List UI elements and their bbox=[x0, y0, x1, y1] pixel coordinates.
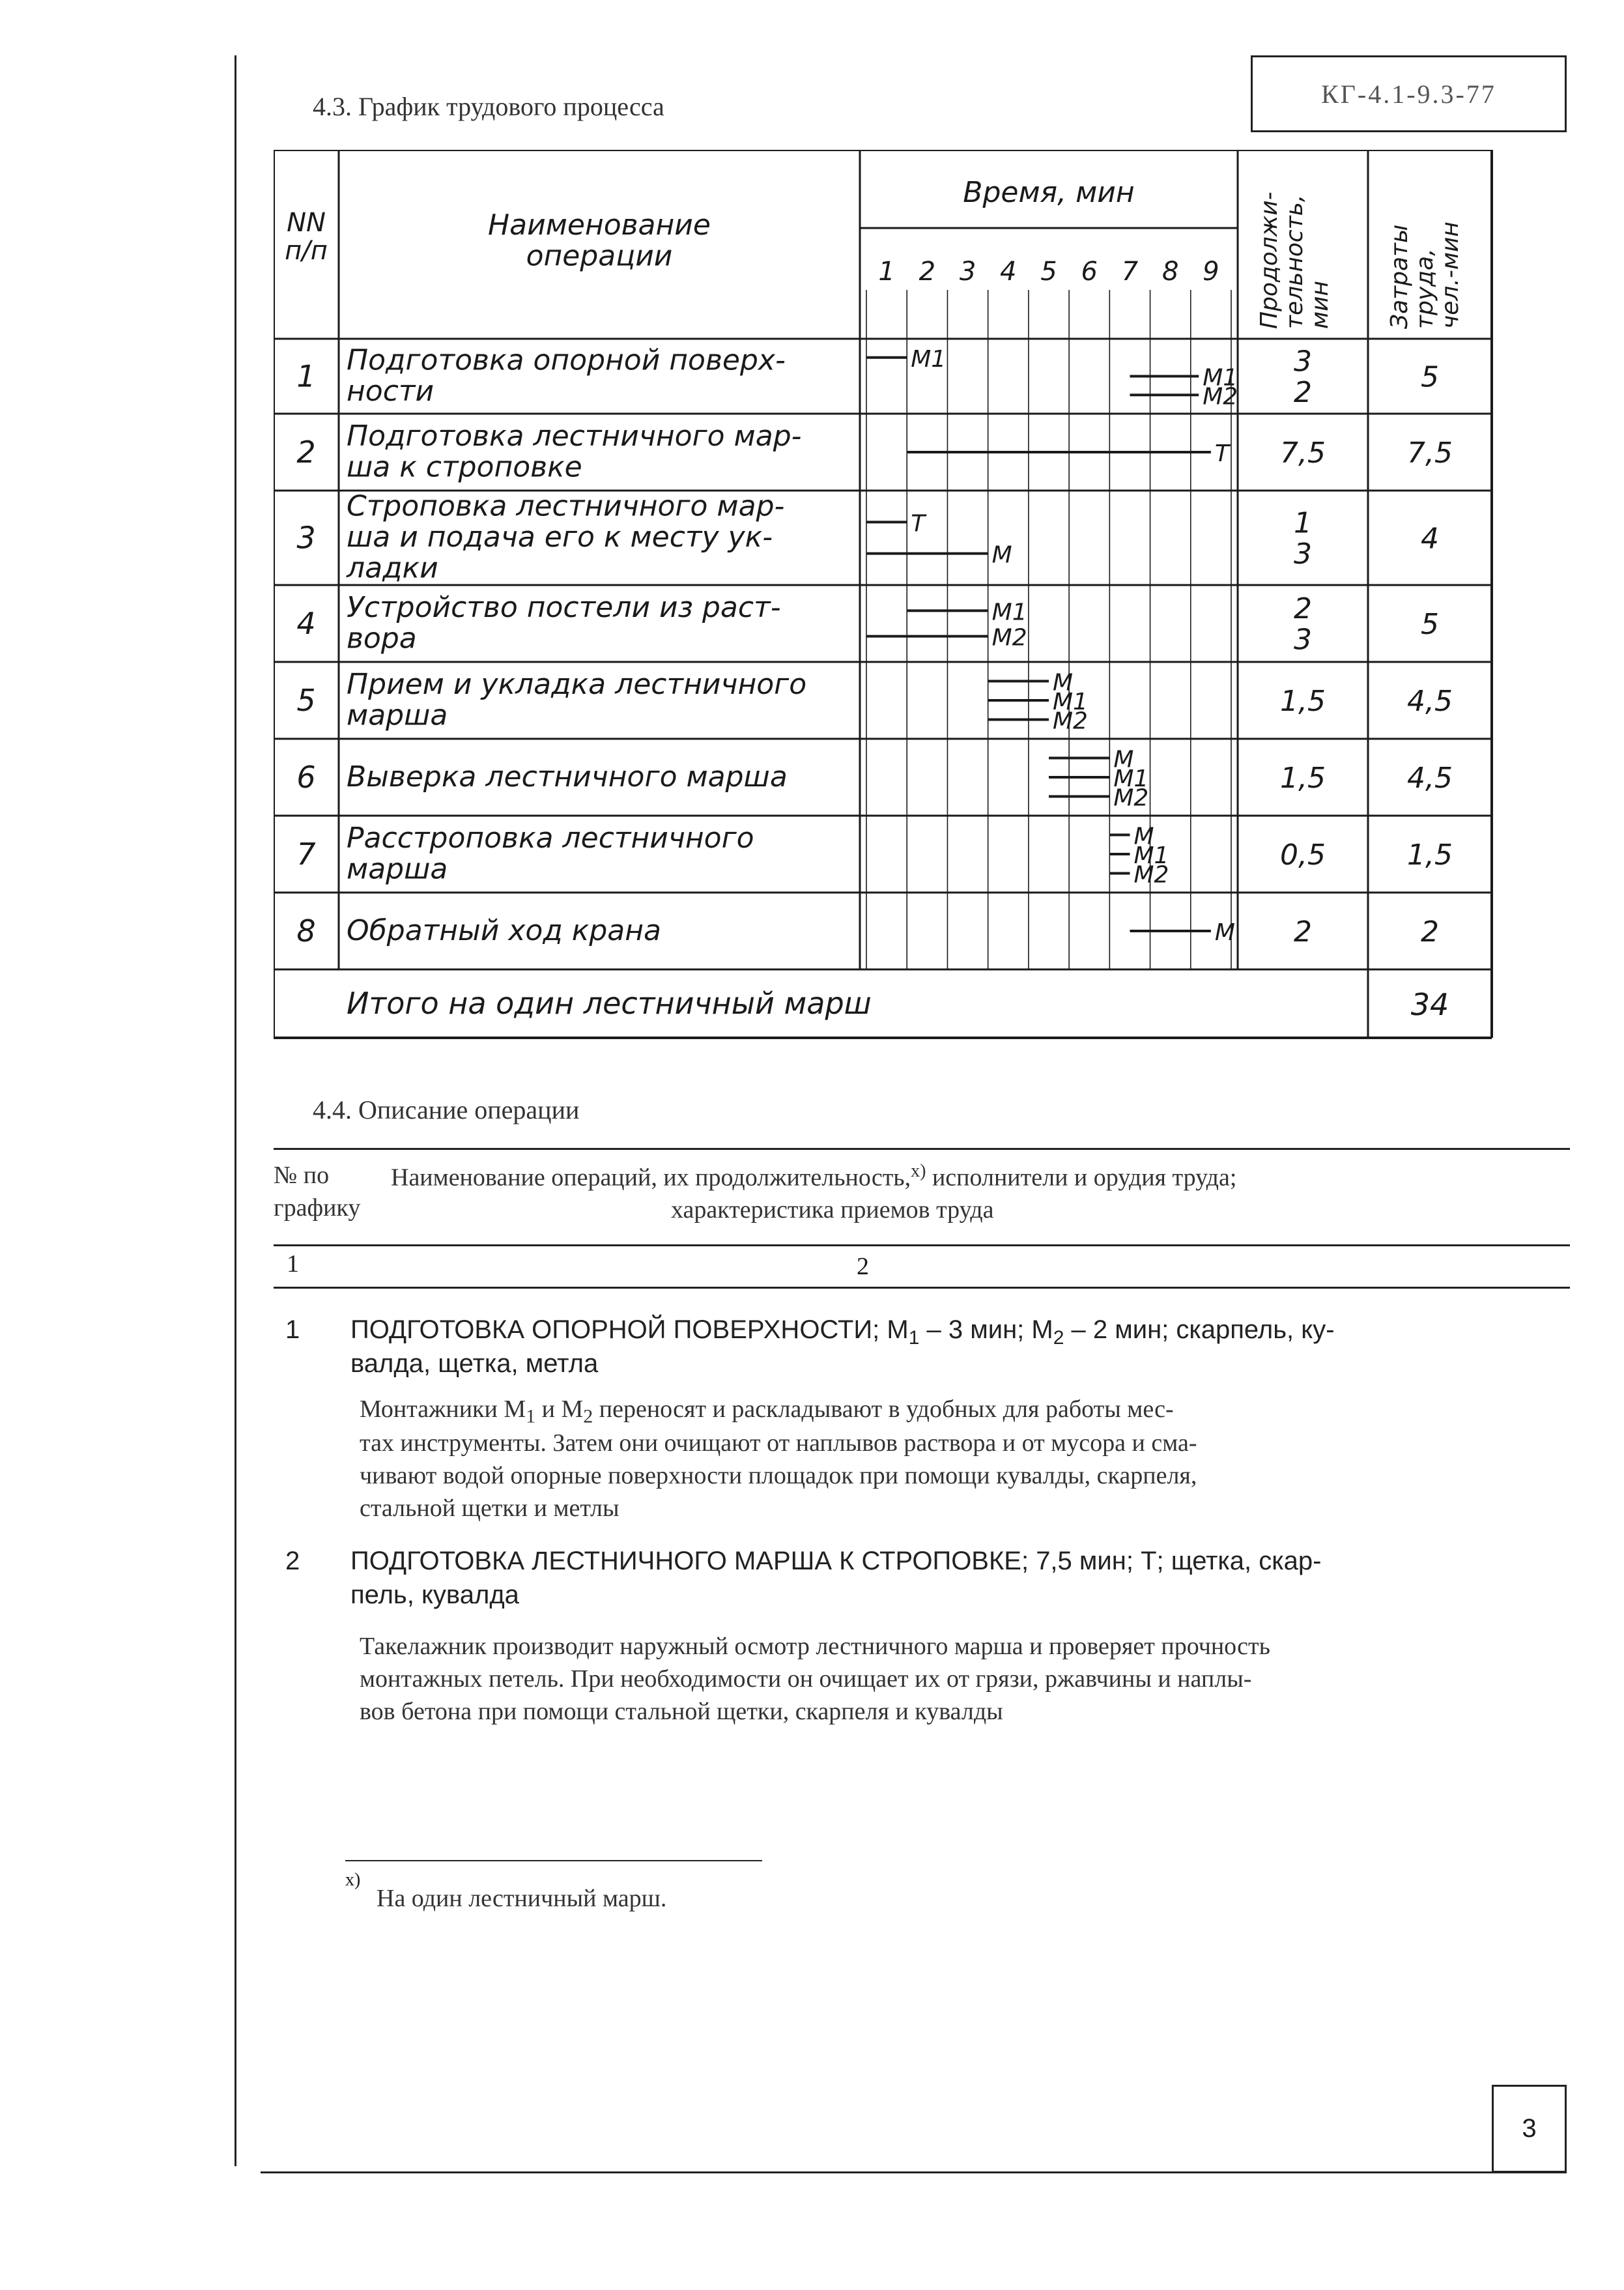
gantt-bar-label: М bbox=[1113, 746, 1134, 773]
time-tick-label: 7 bbox=[1121, 257, 1139, 287]
op2-number: 2 bbox=[285, 1547, 300, 1575]
footnote-text: На один лестничный марш. bbox=[377, 1885, 667, 1912]
op1-title-line2: валда, щетка, метла bbox=[350, 1349, 599, 1378]
row-labor: 4,5 bbox=[1407, 762, 1453, 795]
rule-top bbox=[274, 1148, 1570, 1150]
row-duration: 1,5 bbox=[1280, 762, 1326, 795]
gantt-bar-label: М2 bbox=[1203, 383, 1238, 410]
gantt-bar-label: М1 bbox=[911, 345, 947, 373]
op1-title-b: – 3 мин; М bbox=[919, 1315, 1053, 1344]
op2-title: ПОДГОТОВКА ЛЕСТНИЧНОГО МАРША К СТРОПОВКЕ; 7,5 мин; Т; щетка, скар- bbox=[350, 1547, 1322, 1575]
col2-header-a: Наименование операций, их продолжительность, bbox=[391, 1164, 911, 1192]
row-duration: 2 3 bbox=[1294, 592, 1312, 657]
row-number: 4 bbox=[296, 606, 316, 641]
row-labor: 5 bbox=[1421, 360, 1439, 394]
op1-body-sub2: 2 bbox=[583, 1405, 593, 1427]
row-operation-name: Устройство постели из раст-вора bbox=[347, 591, 781, 655]
row-number: 1 bbox=[296, 358, 316, 394]
time-tick-label: 2 bbox=[919, 257, 936, 287]
page-frame-left bbox=[235, 55, 236, 2166]
row-labor: 5 bbox=[1421, 608, 1439, 641]
row-number: 3 bbox=[296, 520, 316, 556]
col2-header-b: исполнители и орудия труда; bbox=[932, 1164, 1237, 1192]
col2-header-c: характеристика приемов труда bbox=[671, 1196, 994, 1224]
gantt-bar-label: М bbox=[991, 541, 1012, 569]
total-value: 34 bbox=[1410, 987, 1449, 1022]
row-number: 6 bbox=[296, 760, 316, 795]
header-duration: Продолжи-тельность,мин bbox=[1256, 192, 1333, 329]
row-number: 7 bbox=[296, 837, 316, 872]
page-frame-bottom bbox=[261, 2171, 1567, 2173]
gantt-bar-label: М2 bbox=[991, 624, 1027, 651]
document-code: КГ-4.1-9.3-77 bbox=[1251, 55, 1567, 132]
row-operation-name: Строповка лестничного мар-ша и подача его к месту ук-ладки bbox=[347, 489, 785, 585]
op1-body-line2: тах инструменты. Затем они очищают от наплывов раствора и от мусора и сма- bbox=[360, 1429, 1197, 1457]
row-duration: 3 2 bbox=[1294, 345, 1312, 410]
time-tick-label: 3 bbox=[959, 257, 976, 287]
col1-header-b: графику bbox=[274, 1194, 361, 1222]
header-time: Время, мин bbox=[963, 176, 1135, 209]
gantt-bar-label: М bbox=[1133, 823, 1154, 850]
op1-title-sub2: 2 bbox=[1053, 1327, 1064, 1349]
time-tick-label: 8 bbox=[1161, 257, 1179, 287]
time-tick-label: 1 bbox=[878, 257, 895, 287]
footnote-mark: х) bbox=[345, 1870, 361, 1890]
labor-process-table bbox=[274, 150, 1498, 1049]
row-number: 2 bbox=[296, 435, 316, 470]
time-tick-label: 5 bbox=[1040, 257, 1057, 287]
op1-title-c: – 2 мин; скарпель, ку- bbox=[1064, 1315, 1335, 1344]
row-operation-name: Обратный ход крана bbox=[347, 914, 661, 947]
time-tick-label: 4 bbox=[1000, 257, 1017, 287]
row-duration: 0,5 bbox=[1280, 838, 1326, 872]
footnote-rule bbox=[345, 1860, 762, 1861]
row-duration: 1 3 bbox=[1294, 506, 1312, 571]
row-operation-name: Прием и укладка лестничного марша bbox=[347, 668, 807, 732]
col2-header-footnote-mark: х) bbox=[911, 1161, 926, 1181]
op1-title-a: ПОДГОТОВКА ОПОРНОЙ ПОВЕРХНОСТИ; М bbox=[350, 1315, 909, 1344]
col-number-2: 2 bbox=[857, 1253, 869, 1280]
page-number: 3 bbox=[1492, 2085, 1567, 2173]
gantt-bar-label: М2 bbox=[1113, 784, 1149, 812]
gantt-bar-label: М1 bbox=[1203, 364, 1238, 392]
row-labor: 1,5 bbox=[1407, 838, 1453, 872]
col2-header-line1 bbox=[391, 1161, 1236, 1192]
section-44-title: 4.4. Описание операции bbox=[313, 1095, 580, 1124]
op2-body-line2: монтажных петель. При необходимости он очищает их от грязи, ржавчины и наплы- bbox=[360, 1665, 1252, 1693]
gantt-bar-label: М2 bbox=[1053, 708, 1088, 735]
op1-title-sub1: 1 bbox=[908, 1327, 920, 1349]
gantt-bar-label: М bbox=[1214, 919, 1235, 946]
row-number: 8 bbox=[296, 913, 316, 949]
gantt-bar-label: Т bbox=[911, 510, 926, 537]
row-labor: 4,5 bbox=[1407, 685, 1453, 718]
op1-number: 1 bbox=[285, 1315, 300, 1344]
header-name: Наименование операции bbox=[488, 208, 711, 273]
op1-body-line4: стальной щетки и метлы bbox=[360, 1495, 620, 1522]
row-labor: 2 bbox=[1421, 915, 1439, 949]
row-duration: 7,5 bbox=[1280, 437, 1326, 470]
col1-header-a: № по bbox=[274, 1162, 330, 1189]
gantt-bar-label: М1 bbox=[1113, 766, 1149, 792]
gantt-bar-label: М1 bbox=[1133, 842, 1169, 869]
total-label: Итого на один лестничный марш bbox=[347, 986, 872, 1021]
gantt-bar-label: М1 bbox=[1053, 689, 1088, 715]
rule-numbers-bottom bbox=[274, 1287, 1570, 1289]
section-43-title: 4.3. График трудового процесса bbox=[313, 92, 664, 121]
op2-title-line2: пель, кувалда bbox=[350, 1581, 519, 1609]
op1-body-a: Монтажники М bbox=[360, 1395, 526, 1423]
row-number: 5 bbox=[296, 683, 316, 718]
header-labor: Затратытруда,чел.-мин bbox=[1386, 222, 1464, 329]
row-duration: 2 bbox=[1294, 915, 1312, 949]
row-operation-name: Расстроповка лестничного марша bbox=[347, 822, 754, 886]
op2-body-line3: вов бетона при помощи стальной щетки, скарпеля и кувалды bbox=[360, 1698, 1003, 1725]
row-labor: 7,5 bbox=[1407, 437, 1453, 470]
op1-body-c: переносят и раскладывают в удобных для работы мес- bbox=[593, 1395, 1174, 1423]
gantt-bar-label: М2 bbox=[1133, 861, 1169, 889]
op1-body-sub1: 1 bbox=[526, 1405, 536, 1427]
row-operation-name: Подготовка лестничного мар-ша к строповке bbox=[347, 420, 802, 484]
gantt-bar-label: М1 bbox=[991, 599, 1027, 626]
row-duration: 1,5 bbox=[1280, 685, 1326, 718]
op1-body-b: и М bbox=[535, 1395, 584, 1423]
gantt-bar-label: Т bbox=[1214, 440, 1229, 467]
row-operation-name: Выверка лестничного марша bbox=[347, 760, 788, 794]
col-number-1: 1 bbox=[287, 1250, 299, 1278]
op2-body-line1: Такелажник производит наружный осмотр лестничного марша и проверяет прочность bbox=[360, 1633, 1270, 1660]
op1-body-line3: чивают водой опорные поверхности площадок при помощи кувалды, скарпеля, bbox=[360, 1462, 1197, 1489]
rule-header-bottom bbox=[274, 1244, 1570, 1246]
time-tick-label: 6 bbox=[1081, 257, 1098, 287]
row-operation-name: Подготовка опорной поверх-ности bbox=[347, 343, 786, 408]
time-tick-label: 9 bbox=[1203, 257, 1219, 287]
header-nn: NN п/п bbox=[285, 208, 328, 266]
gantt-bar-label: М bbox=[1053, 669, 1074, 696]
row-labor: 4 bbox=[1421, 522, 1439, 556]
